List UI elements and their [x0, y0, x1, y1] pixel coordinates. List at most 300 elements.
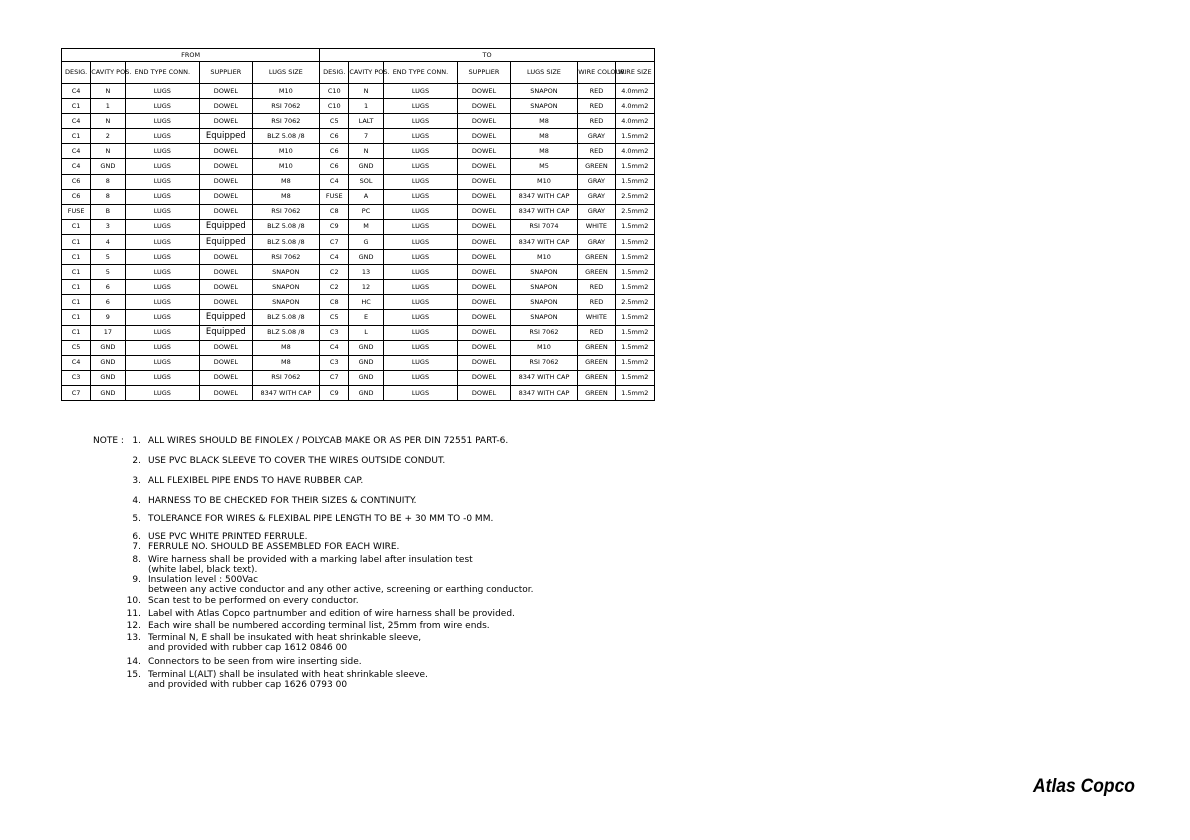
table-row: [62, 325, 655, 340]
cell-to-cavity: GND: [349, 250, 383, 265]
note-number: 7.: [132, 542, 141, 552]
note-number: 11.: [126, 609, 141, 619]
cell-from-desig: C4: [62, 84, 91, 99]
cell-from-supplier: DOWEL: [200, 159, 252, 174]
cell-to-lugs-size: 8347 WITH CAP: [510, 204, 578, 219]
cell-from-end-type: LUGS: [125, 189, 200, 204]
cell-from-lugs-size: M10: [252, 84, 320, 99]
cell-wire-colour: RED: [578, 295, 615, 310]
cell-to-end-type: LUGS: [383, 219, 458, 234]
note-text: TOLERANCE FOR WIRES & FLEXIBAL PIPE LENGTH TO BE + 30 MM TO -0 MM.: [148, 514, 494, 524]
cell-from-cavity: GND: [91, 340, 125, 355]
cell-to-desig: C6: [320, 129, 349, 144]
header-from-end-type: END TYPE CONN.: [125, 62, 200, 84]
cell-to-end-type: LUGS: [383, 340, 458, 355]
note-text: Label with Atlas Copco partnumber and edition of wire harness shall be provided.: [148, 609, 515, 619]
cell-from-lugs-size: RSI 7062: [252, 250, 320, 265]
cell-wire-size: 4.0mm2: [615, 144, 654, 159]
cell-to-end-type: LUGS: [383, 174, 458, 189]
cell-from-desig: C1: [62, 265, 91, 280]
cell-from-lugs-size: SNAPON: [252, 295, 320, 310]
cell-to-end-type: LUGS: [383, 385, 458, 400]
cell-wire-size: 1.5mm2: [615, 265, 654, 280]
note-number: 4.: [132, 496, 141, 506]
cell-wire-colour: GREEN: [578, 355, 615, 370]
cell-to-cavity: GND: [349, 355, 383, 370]
note-text: ALL WIRES SHOULD BE FINOLEX / POLYCAB MAKE OR AS PER DIN 72551 PART-6.: [148, 436, 509, 446]
cell-from-supplier: DOWEL: [200, 280, 252, 295]
note-text: USE PVC BLACK SLEEVE TO COVER THE WIRES OUTSIDE CONDUT.: [148, 456, 446, 466]
note-text: Scan test to be performed on every conductor.: [148, 596, 359, 606]
cell-from-desig: C1: [62, 234, 91, 249]
note-text: Connectors to be seen from wire inserting side.: [148, 657, 362, 667]
cell-to-desig: C5: [320, 114, 349, 129]
cell-to-end-type: LUGS: [383, 295, 458, 310]
cell-from-end-type: LUGS: [125, 340, 200, 355]
note-number: 15.: [126, 670, 141, 680]
table-row: [62, 129, 655, 144]
cell-wire-size: 1.5mm2: [615, 280, 654, 295]
cell-from-end-type: LUGS: [125, 159, 200, 174]
cell-wire-colour: GREEN: [578, 385, 615, 400]
cell-from-cavity: 9: [91, 310, 125, 325]
cell-from-cavity: 2: [91, 129, 125, 144]
cell-to-cavity: M: [349, 219, 383, 234]
cell-to-lugs-size: M10: [510, 174, 578, 189]
cell-to-cavity: 13: [349, 265, 383, 280]
from-group-header: FROM: [62, 49, 320, 62]
cell-from-desig: C1: [62, 280, 91, 295]
table-row: [62, 189, 655, 204]
cell-from-cavity: 4: [91, 234, 125, 249]
note-number: 8.: [132, 555, 141, 565]
cell-to-lugs-size: SNAPON: [510, 99, 578, 114]
logo-text: Atlas Copco: [1032, 776, 1135, 797]
cell-to-desig: C7: [320, 234, 349, 249]
cell-from-desig: C1: [62, 250, 91, 265]
cell-wire-colour: GRAY: [578, 234, 615, 249]
cell-to-supplier: DOWEL: [458, 129, 510, 144]
cell-to-lugs-size: M10: [510, 340, 578, 355]
cell-to-lugs-size: 8347 WITH CAP: [510, 385, 578, 400]
header-to-end-type: END TYPE CONN.: [383, 62, 458, 84]
cell-from-end-type: LUGS: [125, 325, 200, 340]
header-from-desig: DESIG.: [62, 62, 91, 84]
cell-from-desig: C1: [62, 129, 91, 144]
note-text: Wire harness shall be provided with a marking label after insulation test (white label, black text).: [148, 555, 473, 575]
cell-from-end-type: LUGS: [125, 280, 200, 295]
cell-wire-colour: RED: [578, 99, 615, 114]
cell-from-lugs-size: BLZ 5.08 /8: [252, 129, 320, 144]
cell-from-supplier: Equipped: [200, 129, 252, 144]
note-number: 1.: [132, 436, 141, 446]
cell-to-supplier: DOWEL: [458, 144, 510, 159]
cell-from-end-type: LUGS: [125, 310, 200, 325]
cell-from-lugs-size: M8: [252, 355, 320, 370]
table-row: [62, 310, 655, 325]
cell-to-end-type: LUGS: [383, 325, 458, 340]
cell-to-end-type: LUGS: [383, 265, 458, 280]
cell-from-lugs-size: RSI 7062: [252, 114, 320, 129]
cell-from-cavity: 3: [91, 219, 125, 234]
cell-from-end-type: LUGS: [125, 174, 200, 189]
table-row: [62, 114, 655, 129]
cell-from-cavity: 17: [91, 325, 125, 340]
cell-wire-size: 2.5mm2: [615, 189, 654, 204]
note-text: HARNESS TO BE CHECKED FOR THEIR SIZES & CONTINUITY.: [148, 496, 417, 506]
cell-to-cavity: PC: [349, 204, 383, 219]
cell-from-lugs-size: M10: [252, 144, 320, 159]
cell-to-desig: C7: [320, 370, 349, 385]
cell-from-supplier: DOWEL: [200, 204, 252, 219]
cell-from-end-type: LUGS: [125, 385, 200, 400]
header-to-desig: DESIG.: [320, 62, 349, 84]
cell-to-supplier: DOWEL: [458, 385, 510, 400]
note-number: 5.: [132, 514, 141, 524]
note-text: Insulation level : 500Vac between any active conductor and any other active, screening or earthing conductor.: [148, 575, 534, 595]
header-to-supplier: SUPPLIER: [458, 62, 510, 84]
table-row: [62, 159, 655, 174]
cell-from-end-type: LUGS: [125, 84, 200, 99]
cell-wire-size: 4.0mm2: [615, 99, 654, 114]
header-from-cavity: CAVITY POS.: [91, 62, 125, 84]
cell-wire-colour: RED: [578, 280, 615, 295]
cell-wire-size: 1.5mm2: [615, 310, 654, 325]
note-text: Terminal L(ALT) shall be insulated with heat shrinkable sleeve. and provided with rubber cap 1626 0793 00: [148, 670, 428, 690]
table-row: [62, 84, 655, 99]
cell-to-desig: C6: [320, 159, 349, 174]
cell-from-supplier: DOWEL: [200, 340, 252, 355]
cell-from-supplier: DOWEL: [200, 84, 252, 99]
cell-from-cavity: 5: [91, 250, 125, 265]
table-row: [62, 355, 655, 370]
cell-wire-size: 1.5mm2: [615, 234, 654, 249]
table-row: [62, 234, 655, 249]
cell-from-desig: C5: [62, 340, 91, 355]
note-number: 10.: [126, 596, 141, 606]
cell-from-lugs-size: BLZ 5.08 /8: [252, 325, 320, 340]
cell-from-cavity: N: [91, 144, 125, 159]
cell-from-supplier: DOWEL: [200, 250, 252, 265]
cell-from-lugs-size: M8: [252, 174, 320, 189]
cell-from-end-type: LUGS: [125, 219, 200, 234]
column-header-row: [62, 62, 655, 84]
cell-wire-size: 1.5mm2: [615, 370, 654, 385]
cell-to-supplier: DOWEL: [458, 99, 510, 114]
cell-to-lugs-size: 8347 WITH CAP: [510, 189, 578, 204]
cell-wire-colour: GRAY: [578, 189, 615, 204]
cell-from-desig: C4: [62, 355, 91, 370]
table-row: [62, 295, 655, 310]
cell-to-cavity: GND: [349, 370, 383, 385]
cell-from-desig: C6: [62, 174, 91, 189]
cell-from-supplier: DOWEL: [200, 385, 252, 400]
cell-from-lugs-size: M8: [252, 340, 320, 355]
cell-to-cavity: E: [349, 310, 383, 325]
cell-wire-colour: RED: [578, 114, 615, 129]
cell-to-desig: C3: [320, 355, 349, 370]
cell-from-supplier: DOWEL: [200, 114, 252, 129]
cell-from-supplier: DOWEL: [200, 189, 252, 204]
table-row: [62, 280, 655, 295]
note-number: 12.: [126, 621, 141, 631]
table-row: [62, 204, 655, 219]
cell-to-desig: C5: [320, 310, 349, 325]
cell-from-lugs-size: M8: [252, 189, 320, 204]
cell-from-desig: C1: [62, 219, 91, 234]
cell-to-desig: C4: [320, 340, 349, 355]
header-from-lugs-size: LUGS SIZE: [252, 62, 320, 84]
cell-wire-size: 1.5mm2: [615, 355, 654, 370]
cell-from-cavity: B: [91, 204, 125, 219]
cell-from-desig: C4: [62, 114, 91, 129]
cell-from-desig: C1: [62, 310, 91, 325]
cell-to-lugs-size: RSI 7062: [510, 355, 578, 370]
cell-from-desig: C1: [62, 99, 91, 114]
cell-to-lugs-size: M8: [510, 144, 578, 159]
cell-from-cavity: GND: [91, 370, 125, 385]
cell-to-lugs-size: 8347 WITH CAP: [510, 370, 578, 385]
cell-from-lugs-size: BLZ 5.08 /8: [252, 234, 320, 249]
cell-from-end-type: LUGS: [125, 114, 200, 129]
notes-label: NOTE :: [93, 436, 124, 446]
cell-to-supplier: DOWEL: [458, 234, 510, 249]
cell-from-end-type: LUGS: [125, 355, 200, 370]
cell-to-end-type: LUGS: [383, 144, 458, 159]
cell-to-desig: C2: [320, 280, 349, 295]
cell-wire-size: 2.5mm2: [615, 295, 654, 310]
header-to-cavity: CAVITY POS.: [349, 62, 383, 84]
header-to-lugs-size: LUGS SIZE: [510, 62, 578, 84]
cell-to-desig: C9: [320, 385, 349, 400]
note-text: Terminal N, E shall be insukated with heat shrinkable sleeve, and provided with rubber cap 1612 0846 00: [148, 633, 422, 653]
cell-to-lugs-size: SNAPON: [510, 84, 578, 99]
cell-wire-colour: GRAY: [578, 129, 615, 144]
cell-to-end-type: LUGS: [383, 129, 458, 144]
cell-from-end-type: LUGS: [125, 265, 200, 280]
cell-from-supplier: Equipped: [200, 325, 252, 340]
header-from-supplier: SUPPLIER: [200, 62, 252, 84]
cell-to-cavity: A: [349, 189, 383, 204]
table-row: [62, 99, 655, 114]
cell-from-cavity: 8: [91, 174, 125, 189]
cell-wire-size: 1.5mm2: [615, 250, 654, 265]
cell-from-end-type: LUGS: [125, 144, 200, 159]
table-row: [62, 265, 655, 280]
to-group-header: TO: [320, 49, 655, 62]
cell-wire-size: 1.5mm2: [615, 385, 654, 400]
table-row: [62, 144, 655, 159]
cell-from-supplier: DOWEL: [200, 370, 252, 385]
group-header-row: [62, 49, 655, 62]
cell-to-supplier: DOWEL: [458, 204, 510, 219]
cell-from-supplier: Equipped: [200, 219, 252, 234]
cell-to-supplier: DOWEL: [458, 265, 510, 280]
cell-from-end-type: LUGS: [125, 295, 200, 310]
cell-from-end-type: LUGS: [125, 129, 200, 144]
cell-from-desig: C1: [62, 325, 91, 340]
cell-wire-size: 1.5mm2: [615, 129, 654, 144]
cell-to-cavity: 12: [349, 280, 383, 295]
cell-to-cavity: 1: [349, 99, 383, 114]
atlas-copco-logo: [1033, 762, 1135, 802]
cell-from-lugs-size: BLZ 5.08 /8: [252, 219, 320, 234]
cell-from-supplier: DOWEL: [200, 144, 252, 159]
cell-from-desig: C3: [62, 370, 91, 385]
cell-from-cavity: N: [91, 84, 125, 99]
cell-from-end-type: LUGS: [125, 370, 200, 385]
header-wire-colour: WIRE COLOUR: [578, 62, 615, 84]
cell-wire-size: 1.5mm2: [615, 159, 654, 174]
cell-from-cavity: 8: [91, 189, 125, 204]
cell-to-desig: C6: [320, 144, 349, 159]
note-number: 2.: [132, 456, 141, 466]
wiring-table: [61, 48, 655, 401]
cell-from-cavity: 1: [91, 99, 125, 114]
cell-to-lugs-size: SNAPON: [510, 280, 578, 295]
note-number: 13.: [126, 633, 141, 643]
cell-to-cavity: GND: [349, 159, 383, 174]
cell-from-cavity: GND: [91, 385, 125, 400]
table-row: [62, 219, 655, 234]
cell-from-desig: C4: [62, 159, 91, 174]
cell-to-desig: C2: [320, 265, 349, 280]
cell-to-end-type: LUGS: [383, 114, 458, 129]
cell-to-supplier: DOWEL: [458, 355, 510, 370]
cell-from-desig: C6: [62, 189, 91, 204]
cell-to-lugs-size: M8: [510, 129, 578, 144]
cell-wire-colour: GREEN: [578, 265, 615, 280]
cell-to-end-type: LUGS: [383, 234, 458, 249]
cell-to-cavity: SOL: [349, 174, 383, 189]
cell-from-supplier: DOWEL: [200, 174, 252, 189]
cell-wire-colour: GRAY: [578, 204, 615, 219]
cell-to-supplier: DOWEL: [458, 325, 510, 340]
cell-from-supplier: Equipped: [200, 234, 252, 249]
cell-from-lugs-size: RSI 7062: [252, 370, 320, 385]
cell-from-supplier: Equipped: [200, 310, 252, 325]
note-text: USE PVC WHITE PRINTED FERRULE.: [148, 532, 308, 542]
table-body: [62, 84, 655, 401]
cell-from-lugs-size: RSI 7062: [252, 204, 320, 219]
cell-to-desig: C10: [320, 84, 349, 99]
cell-from-desig: FUSE: [62, 204, 91, 219]
cell-to-end-type: LUGS: [383, 280, 458, 295]
cell-wire-colour: RED: [578, 325, 615, 340]
cell-wire-size: 4.0mm2: [615, 114, 654, 129]
note-number: 3.: [132, 476, 141, 486]
cell-to-supplier: DOWEL: [458, 310, 510, 325]
cell-to-desig: C9: [320, 219, 349, 234]
cell-to-end-type: LUGS: [383, 159, 458, 174]
cell-to-supplier: DOWEL: [458, 114, 510, 129]
cell-to-supplier: DOWEL: [458, 159, 510, 174]
cell-to-end-type: LUGS: [383, 370, 458, 385]
cell-from-supplier: DOWEL: [200, 295, 252, 310]
cell-wire-size: 4.0mm2: [615, 84, 654, 99]
cell-to-lugs-size: SNAPON: [510, 310, 578, 325]
table-row: [62, 370, 655, 385]
cell-from-cavity: 6: [91, 280, 125, 295]
cell-from-end-type: LUGS: [125, 234, 200, 249]
cell-from-lugs-size: M10: [252, 159, 320, 174]
cell-to-lugs-size: SNAPON: [510, 265, 578, 280]
cell-to-end-type: LUGS: [383, 84, 458, 99]
cell-to-desig: FUSE: [320, 189, 349, 204]
cell-to-supplier: DOWEL: [458, 189, 510, 204]
cell-to-end-type: LUGS: [383, 310, 458, 325]
cell-to-desig: C4: [320, 174, 349, 189]
cell-wire-colour: WHITE: [578, 310, 615, 325]
cell-to-lugs-size: SNAPON: [510, 295, 578, 310]
cell-from-end-type: LUGS: [125, 99, 200, 114]
cell-to-cavity: N: [349, 144, 383, 159]
cell-from-cavity: 6: [91, 295, 125, 310]
cell-to-supplier: DOWEL: [458, 280, 510, 295]
cell-to-cavity: L: [349, 325, 383, 340]
cell-to-supplier: DOWEL: [458, 219, 510, 234]
cell-to-lugs-size: RSI 7062: [510, 325, 578, 340]
cell-from-end-type: LUGS: [125, 250, 200, 265]
cell-to-end-type: LUGS: [383, 99, 458, 114]
cell-from-lugs-size: SNAPON: [252, 280, 320, 295]
table-row: [62, 340, 655, 355]
cell-from-supplier: DOWEL: [200, 355, 252, 370]
cell-to-supplier: DOWEL: [458, 370, 510, 385]
note-text: FERRULE NO. SHOULD BE ASSEMBLED FOR EACH WIRE.: [148, 542, 400, 552]
cell-from-supplier: DOWEL: [200, 265, 252, 280]
cell-to-lugs-size: M10: [510, 250, 578, 265]
cell-from-desig: C7: [62, 385, 91, 400]
cell-to-cavity: HC: [349, 295, 383, 310]
cell-wire-colour: GREEN: [578, 250, 615, 265]
cell-from-lugs-size: RSI 7062: [252, 99, 320, 114]
cell-to-end-type: LUGS: [383, 189, 458, 204]
cell-to-desig: C8: [320, 295, 349, 310]
cell-to-supplier: DOWEL: [458, 295, 510, 310]
cell-from-desig: C4: [62, 144, 91, 159]
cell-wire-size: 1.5mm2: [615, 219, 654, 234]
cell-wire-size: 1.5mm2: [615, 174, 654, 189]
cell-from-end-type: LUGS: [125, 204, 200, 219]
cell-wire-colour: RED: [578, 84, 615, 99]
cell-wire-colour: GREEN: [578, 159, 615, 174]
cell-to-cavity: GND: [349, 385, 383, 400]
cell-wire-size: 1.5mm2: [615, 325, 654, 340]
cell-wire-size: 2.5mm2: [615, 204, 654, 219]
cell-wire-colour: RED: [578, 144, 615, 159]
cell-to-cavity: GND: [349, 340, 383, 355]
cell-to-supplier: DOWEL: [458, 84, 510, 99]
cell-wire-colour: GRAY: [578, 174, 615, 189]
cell-from-lugs-size: BLZ 5.08 /8: [252, 310, 320, 325]
cell-from-lugs-size: 8347 WITH CAP: [252, 385, 320, 400]
table-row: [62, 250, 655, 265]
cell-to-desig: C3: [320, 325, 349, 340]
cell-to-lugs-size: M8: [510, 114, 578, 129]
cell-to-cavity: N: [349, 84, 383, 99]
cell-to-desig: C4: [320, 250, 349, 265]
cell-from-desig: C1: [62, 295, 91, 310]
note-number: 6.: [132, 532, 141, 542]
table-row: [62, 174, 655, 189]
cell-from-supplier: DOWEL: [200, 99, 252, 114]
cell-to-lugs-size: M5: [510, 159, 578, 174]
cell-to-lugs-size: RSI 7074: [510, 219, 578, 234]
cell-to-cavity: 7: [349, 129, 383, 144]
table-row: [62, 385, 655, 400]
note-text: ALL FLEXIBEL PIPE ENDS TO HAVE RUBBER CAP.: [148, 476, 364, 486]
